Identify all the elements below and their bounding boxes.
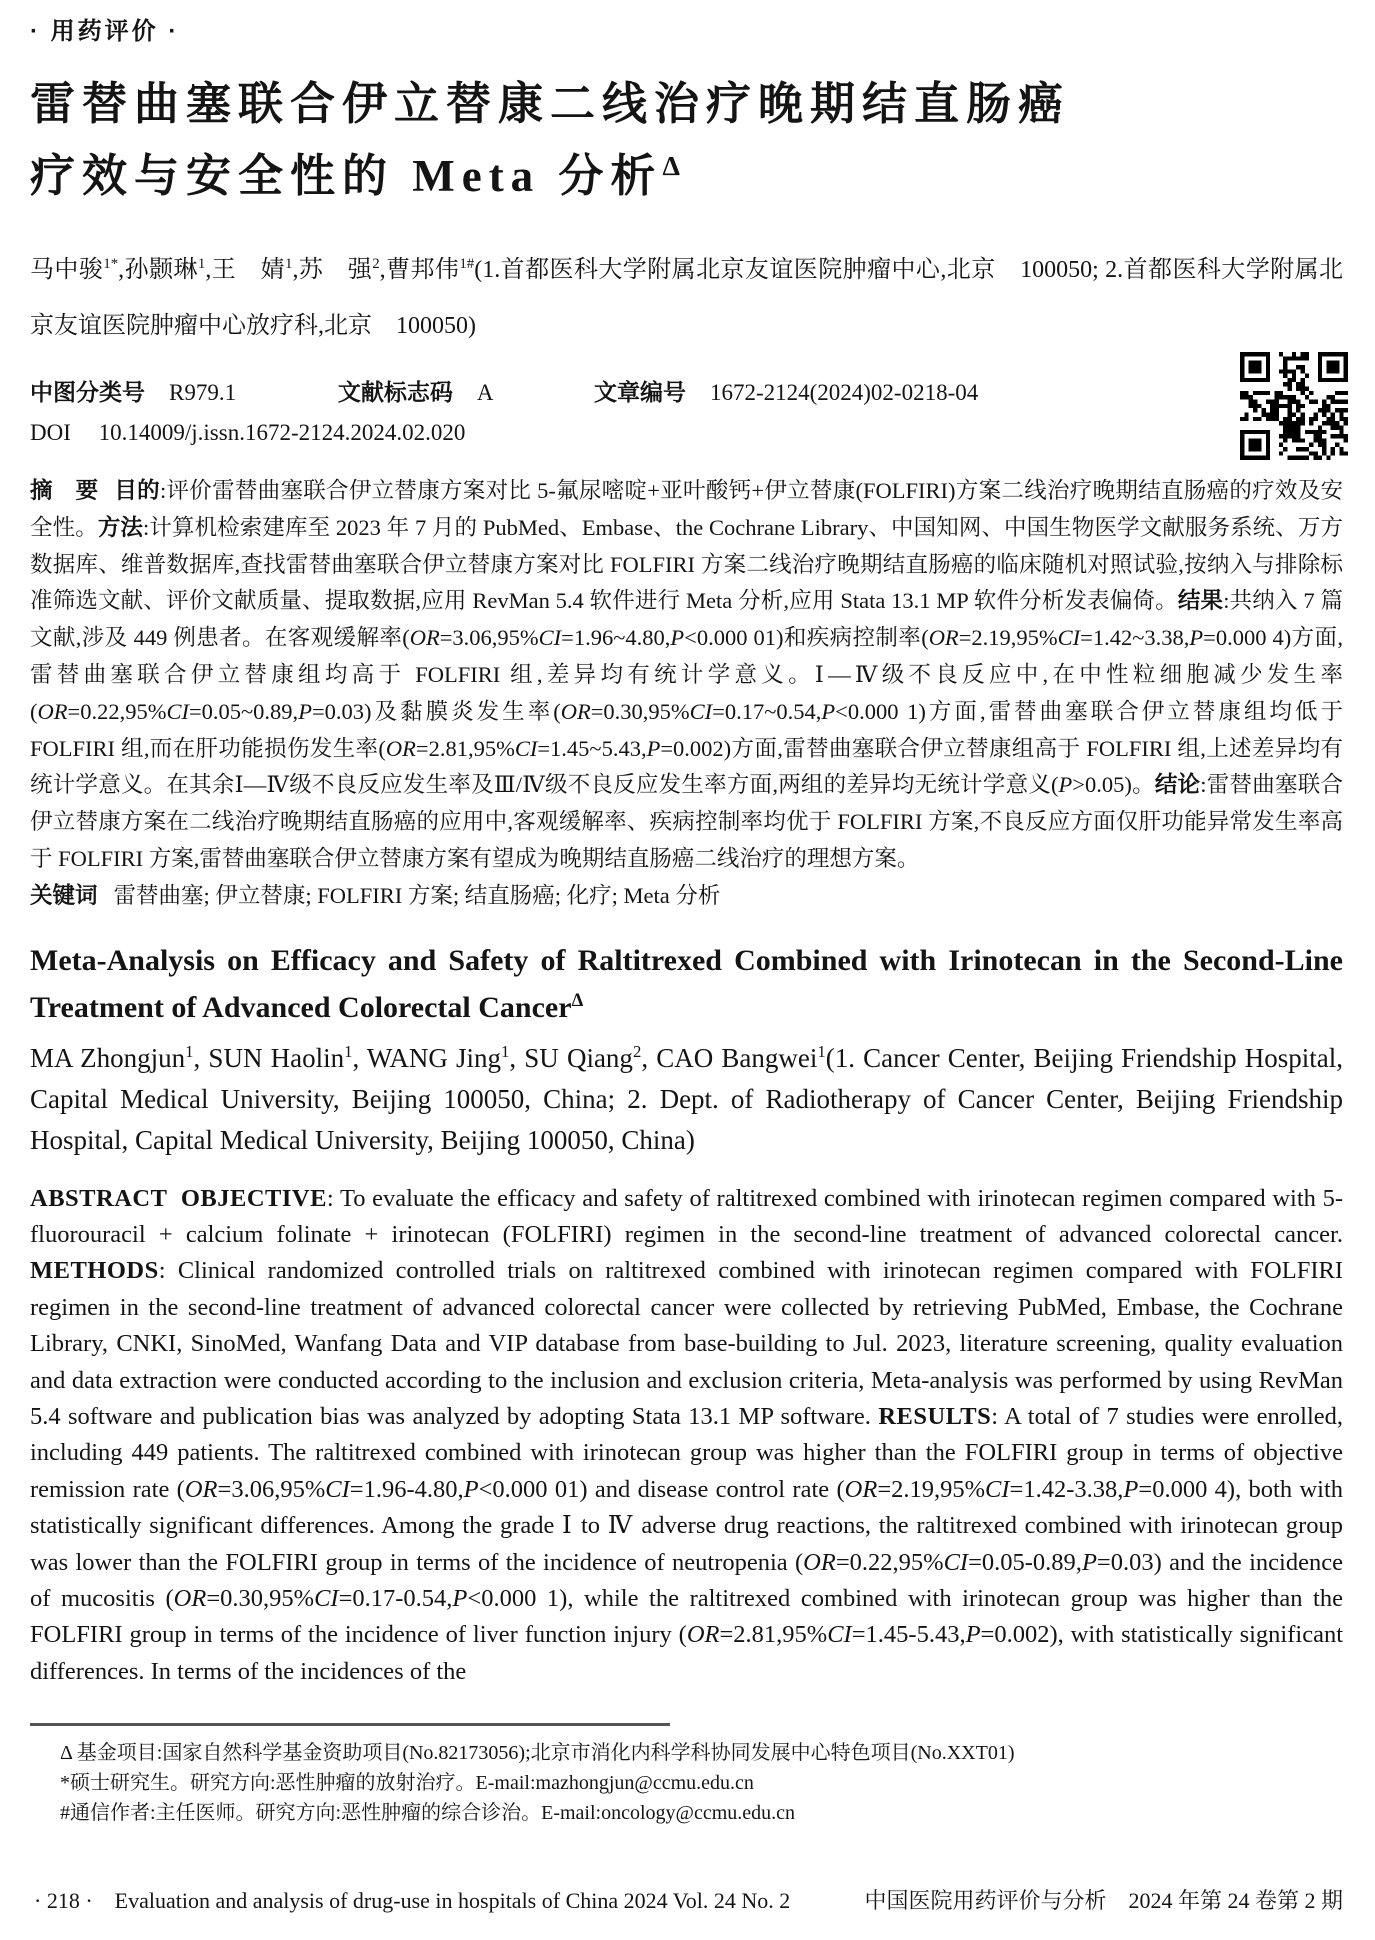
abstract-cn-label: 摘 要 [30,478,99,503]
document-code [338,380,498,405]
page-footer [34,1886,1343,1916]
article-title-cn-line1: 雷替曲塞联合伊立替康二线治疗晚期结直肠癌 [30,79,1071,129]
keywords-cn-list: 雷替曲塞; 伊立替康; FOLFIRI 方案; 结直肠癌; 化疗; Meta 分析 [113,882,721,908]
doi-row [30,417,1343,449]
footnote-block [30,1723,1343,1828]
footnote-funding: Δ 基金项目:国家自然科学基金资助项目(No.82173056);北京市消化内科学科协同发展中心特色项目(No.XXT01) [60,1742,1015,1764]
document-code-label: 文献标志码 [337,379,453,405]
column-label: · 用药评价 · [30,18,180,45]
clc-label: 中图分类号 [30,379,145,405]
article-meta-row [30,376,1343,409]
footnote-corresponding-author: #通信作者:主任医师。研究方向:恶性肿瘤的综合诊治。E-mail:oncology@ccmu.edu.cn [60,1802,796,1824]
article-number-value: 1672-2124(2024)02-0218-04 [709,380,979,405]
abstract-cn [30,473,1343,878]
document-code-value: A [476,380,493,405]
abstract-en [30,1181,1343,1691]
article-title-en: Meta-Analysis on Efficacy and Safety of Raltitrexed Combined with Irinotecan in the Second-Line Treatment of Advanced Colorectal Cancer$^\Delta$ [30,943,1343,1024]
abstract-en-label: ABSTRACT [30,1184,168,1212]
doi-value: 10.14009/j.issn.1672-2124.2024.02.020 [98,420,466,445]
footnote-separator [30,1723,670,1726]
keywords-cn-label: 关键词 [30,882,98,908]
article-number [594,380,978,405]
keywords-cn [30,878,1343,915]
article-number-label: 文章编号 [593,379,686,405]
clc-number [30,380,242,405]
footer-right-journal-info: 中国医院用药评价与分析 2024 年第 24 卷第 2 期 [864,1888,1343,1913]
article-title-cn-line2: 疗效与安全性的 Meta 分析$^\Delta$ [30,151,687,201]
article-title-cn [30,68,1343,212]
authors-affiliations-cn: 马中骏$^{1*}$,孙颢琳$^1$,王 婧$^1$,苏 强$^2$,曹邦伟$^{1\#}$(1.首都医科大学附属北京友谊医院肿瘤中心,北京 100050; 2.首都医科大学附属北京友谊医院肿瘤中心放疗科,北京 100050) [30,256,1344,339]
footer-left-page-info: · 218 · Evaluation and analysis of drug-use in hospitals of China 2024 Vol. 24 No. 2 [34,1888,791,1913]
qr-code [1240,352,1348,460]
footnotes [60,1738,1343,1828]
abstract-cn-body: 目的:评价雷替曲塞联合伊立替康方案对比 5-氟尿嘧啶+亚叶酸钙+伊立替康(FOLFIRI)方案二线治疗晚期结直肠癌的疗效及安全性。方法:计算机检索建库至 2023 年 7 月的 PubMed、Embase、the Cochrane Library、中国知网、中国生物医学文献服务系统、万方数据库、维普数据库,查找雷替曲塞联合伊立替康方案对比 FOLFIRI 方案二线治疗晚期结直肠癌的临床随机对照试验,按纳入与排除标准筛选文献、评价文献质量、提取数据,应用 RevMan 5.4 软件进行 Meta 分析,应用 Stata 13.1 MP 软件分析发表偏倚。结果:共纳入 7 篇文献,涉及 449 例患者。在客观缓解率(OR=3.06,95%CI=1.96~4.80,P<0.000 01)和疾病控制率(OR=2.19,95%CI=1.42~3.38,P=0.000 4)方面,雷替曲塞联合伊立替康组均高于 FOLFIRI 组,差异均有统计学意义。Ⅰ—Ⅳ级不良反应中,在中性粒细胞减少发生率(OR=0.22,95%CI=0.05~0.89,P=0.03)及黏膜炎发生率(OR=0.30,95%CI=0.17~0.54,P<0.000 1)方面,雷替曲塞联合伊立替康组均低于 FOLFIRI 组,而在肝功能损伤发生率(OR=2.81,95%CI=1.45~5.43,P=0.002)方面,雷替曲塞联合伊立替康组高于 FOLFIRI 组,上述差异均有统计学意义。在其余Ⅰ—Ⅳ级不良反应发生率及Ⅲ/Ⅳ级不良反应发生率方面,两组的差异均无统计学意义(P>0.05)。结论:雷替曲塞联合伊立替康方案在二线治疗晚期结直肠癌的应用中,客观缓解率、疾病控制率均优于 FOLFIRI 方案,不良反应方面仅肝功能异常发生率高于 FOLFIRI 方案,雷替曲塞联合伊立替康方案有望成为晚期结直肠癌二线治疗的理想方案。 [30,478,1343,871]
clc-value: R979.1 [169,380,237,405]
footnote-first-author: *硕士研究生。研究方向:恶性肿瘤的放射治疗。E-mail:mazhongjun@ccmu.edu.cn [60,1772,754,1794]
abstract-en-body: OBJECTIVE: To evaluate the efficacy and safety of raltitrexed combined with irinotecan regimen compared with 5-fluorouracil + calcium folinate + irinotecan (FOLFIRI) regimen in the second-line treatment of advanced colorectal cancer. METHODS: Clinical randomized controlled trials on raltitrexed combined with irinotecan regimen compared with FOLFIRI regimen in the second-line treatment of advanced colorectal cancer were collected by retrieving PubMed, Embase, the Cochrane Library, CNKI, SinoMed, Wanfang Data and VIP database from base-building to Jul. 2023, literature screening, quality evaluation and data extraction were conducted according to the inclusion and exclusion criteria, Meta-analysis was performed by using RevMan 5.4 software and publication bias was analyzed by adopting Stata 13.1 MP software. RESULTS: A total of 7 studies were enrolled, including 449 patients. The raltitrexed combined with irinotecan group was higher than the FOLFIRI group in terms of objective remission rate (OR=3.06,95%CI=1.96-4.80,P<0.000 01) and disease control rate (OR=2.19,95%CI=1.42-3.38,P=0.000 4), both with statistically significant differences. Among the grade Ⅰ to Ⅳ adverse drug reactions, the raltitrexed combined with irinotecan group was lower than the FOLFIRI group in terms of the incidence of neutropenia (OR=0.22,95%CI=0.05-0.89,P=0.03) and the incidence of mucositis (OR=0.30,95%CI=0.17-0.54,P<0.000 1), while the raltitrexed combined with irinotecan group was higher than the FOLFIRI group in terms of the incidence of liver function injury (OR=2.81,95%CI=1.45-5.43,P=0.002), with statistically significant differences. In terms of the incidences of the [30,1184,1343,1685]
authors-affiliations-en: MA Zhongjun$^1$, SUN Haolin$^1$, WANG Jing$^1$, SU Qiang$^2$, CAO Bangwei$^1$(1. Cancer Center, Beijing Friendship Hospital, Capital Medical University, Beijing 100050, China; 2. Dept. of Radiotherapy of Cancer Center, Beijing Friendship Hospital, Capital Medical University, Beijing 100050, China) [30,1041,1344,1155]
doi-label: DOI [30,420,71,445]
